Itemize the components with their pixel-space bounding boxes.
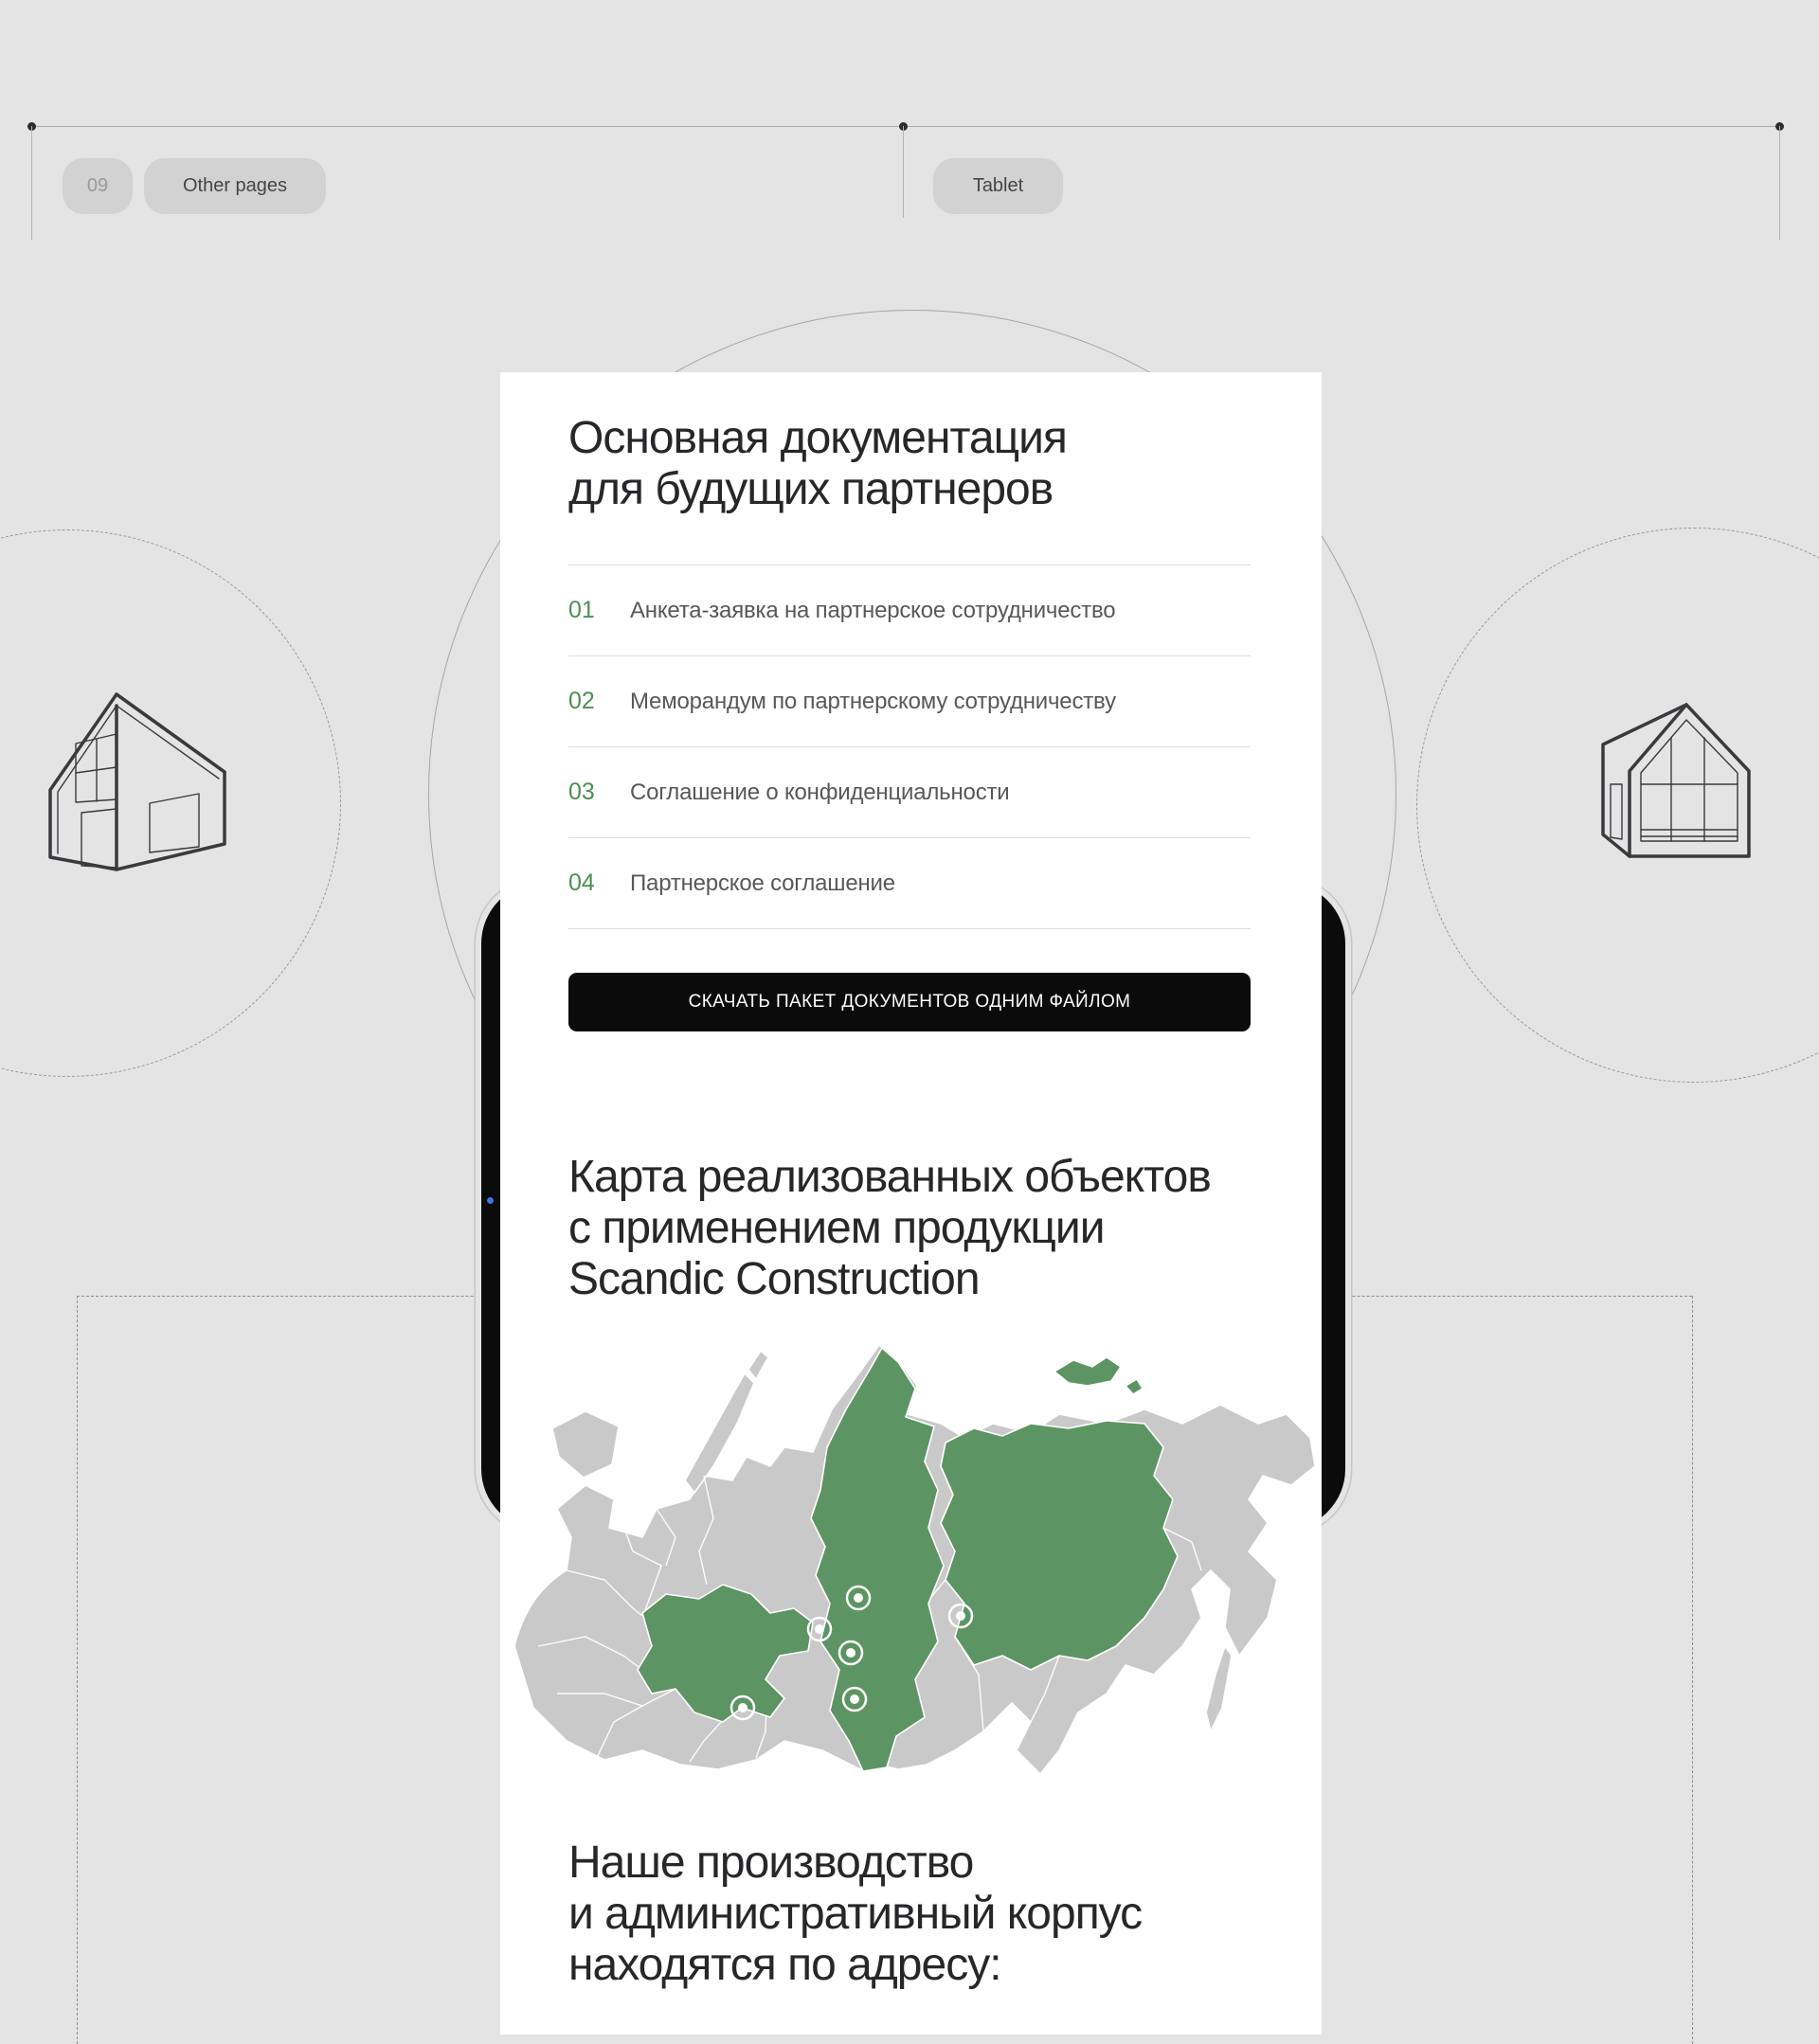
download-package-button[interactable] — [568, 973, 1251, 1031]
document-label: Меморандум по партнерскому сотрудничеству — [630, 688, 1116, 714]
document-label: Соглашение о конфиденциальности — [630, 779, 1010, 805]
address-section-title — [568, 1838, 1251, 1991]
russia-map — [500, 1334, 1322, 1779]
section-badge-label: Other pages — [182, 175, 288, 196]
doc-title-line2: для будущих партнеров — [568, 464, 1054, 514]
dashed-frame-left — [77, 1296, 78, 2044]
tablet-camera-dot — [487, 1197, 494, 1204]
address-title-line2: и административный корпус — [568, 1889, 1143, 1939]
document-list-item[interactable] — [568, 656, 1251, 747]
document-number: 02 — [568, 688, 595, 714]
address-title-line3: находятся по адресу: — [568, 1940, 1001, 1990]
map-title-line1: Карта реализованных объектов — [568, 1152, 1211, 1202]
document-list-item[interactable] — [568, 747, 1251, 838]
download-package-button-label: СКАЧАТЬ ПАКЕТ ДОКУМЕНТОВ ОДНИМ ФАЙЛОМ — [688, 992, 1131, 1012]
house-line-art-right — [1580, 697, 1770, 862]
ruler-stub-center — [903, 126, 904, 218]
map-title-line3: Scandic Construction — [568, 1254, 980, 1304]
ruler-stub-left — [31, 126, 32, 240]
device-badge-label: Tablet — [972, 175, 1024, 196]
document-number: 04 — [568, 870, 595, 896]
document-label: Анкета-заявка на партнерское сотрудничество — [630, 597, 1116, 623]
document-label: Партнерское соглашение — [630, 870, 895, 896]
document-number: 03 — [568, 779, 595, 805]
device-badge — [933, 158, 1063, 214]
index-badge-label: 09 — [86, 175, 109, 196]
dashed-frame-right — [1692, 1296, 1693, 2044]
map-title-line2: с применением продукции — [568, 1203, 1105, 1253]
map-section-title — [568, 1152, 1251, 1305]
doc-title-line1: Основная документация — [568, 413, 1067, 463]
document-list-item[interactable] — [568, 565, 1251, 656]
house-line-art-left — [38, 690, 256, 871]
doc-section-title — [568, 413, 1251, 515]
section-badge — [144, 158, 326, 214]
ruler-stub-right — [1779, 126, 1780, 240]
address-title-line1: Наше производство — [568, 1838, 974, 1888]
russia-map-svg — [500, 1334, 1322, 1779]
document-number: 01 — [568, 597, 595, 623]
index-badge — [63, 158, 133, 214]
document-list — [568, 565, 1251, 929]
map-region-islands[interactable] — [1054, 1357, 1121, 1386]
map-region-islands-small[interactable] — [1126, 1379, 1143, 1394]
document-list-item[interactable] — [568, 838, 1251, 929]
content-card — [500, 372, 1322, 2035]
